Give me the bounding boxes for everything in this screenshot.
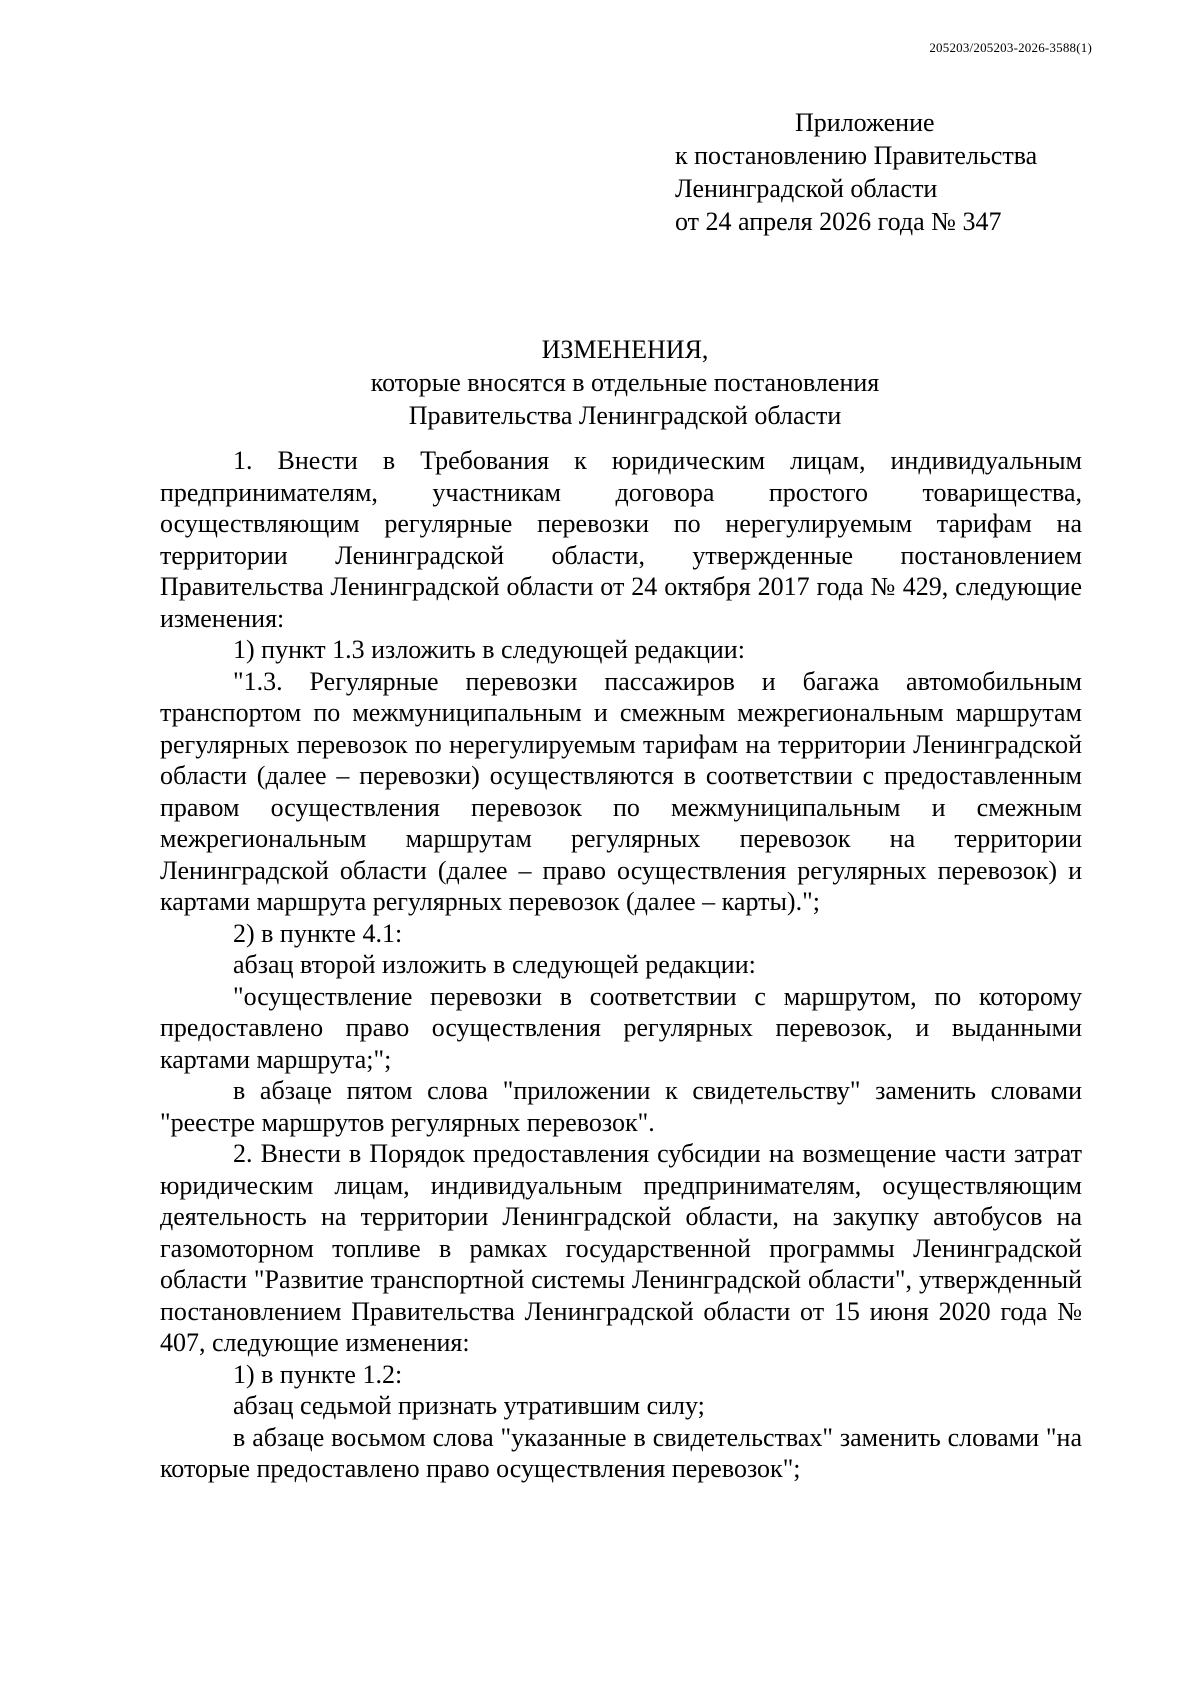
heading-subtitle: Правительства Ленинградской области (408, 401, 842, 430)
paragraph: 2) в пункте 4.1: (233, 918, 403, 948)
paragraph: в абзаце восьмом слова "указанные в свидетельствах" заменить словами "на которые предоставлено право осуществления перевозок"; (160, 1422, 1082, 1483)
paragraph: абзац седьмой признать утратившим силу; (233, 1391, 705, 1420)
paragraph: 2. Внести в Порядок предоставления субсидии на возмещение части затрат юридическим лицам, индивидуальным предпринимателям, осуществляющим деятельность на территории Ленинградской области, на закупку автобусов на газомоторном топливе в рамках государственной программы Ленинградской области "Развитие транспортной системы Ленинградской области", утвержденный постановлением Правительства Ленинградской области от 15 июня 2020 года № 407, следующие изменения: (160, 1139, 1082, 1357)
attachment-line: Ленинградской области (675, 174, 938, 203)
paragraph: 1. Внести в Требования к юридическим лицам, индивидуальным предпринимателям, участникам договора простого товарищества, осуществляющим регулярные перевозки по нерегулируемым тарифам на территории Ленинградской области, утвержденные постановлением Правительства Ленинградской области от 24 октября 2017 года № 429, следующие изменения: (160, 446, 1082, 633)
attachment-block (675, 106, 1037, 238)
document-id: 205203/205203-2026-3588(1) (929, 40, 1092, 55)
attachment-line: к постановлению Правительства (675, 141, 1038, 170)
attachment-title: Приложение (795, 108, 935, 137)
paragraph: 1) в пункте 1.2: (233, 1359, 403, 1389)
heading-subtitle: которые вносятся в отдельные постановления (370, 368, 880, 397)
heading-title: ИЗМЕНЕНИЯ, (541, 335, 709, 364)
paragraph: "1.3. Регулярные перевозки пассажиров и багажа автомобильным транспортом по межмуниципальным и смежным межрегиональным маршрутам регулярных перевозок по нерегулируемым тарифам на территории Ленинградской области (далее – перевозки) осуществляются в соответствии с предоставленным правом осуществления перевозок по межмуниципальным и смежным межрегиональным маршрутам регулярных перевозок на территории Ленинградской области (далее – право осуществления регулярных перевозок) и картами маршрута регулярных перевозок (далее – карты)."; (160, 666, 1082, 916)
paragraph: в абзаце пятом слова "приложении к свидетельству" заменить словами "реестре маршрутов регулярных перевозок". (160, 1076, 1082, 1137)
document-body (160, 445, 1082, 1485)
paragraph: "осуществление перевозки в соответствии с маршрутом, по которому предоставлено право осуществления регулярных перевозок, и выданными картами маршрута;"; (160, 981, 1082, 1074)
paragraph: абзац второй изложить в следующей редакции: (233, 950, 756, 979)
attachment-line: от 24 апреля 2026 года № 347 (675, 207, 1002, 236)
document-heading (160, 333, 1090, 432)
paragraph: 1) пункт 1.3 изложить в следующей редакции: (233, 635, 745, 664)
